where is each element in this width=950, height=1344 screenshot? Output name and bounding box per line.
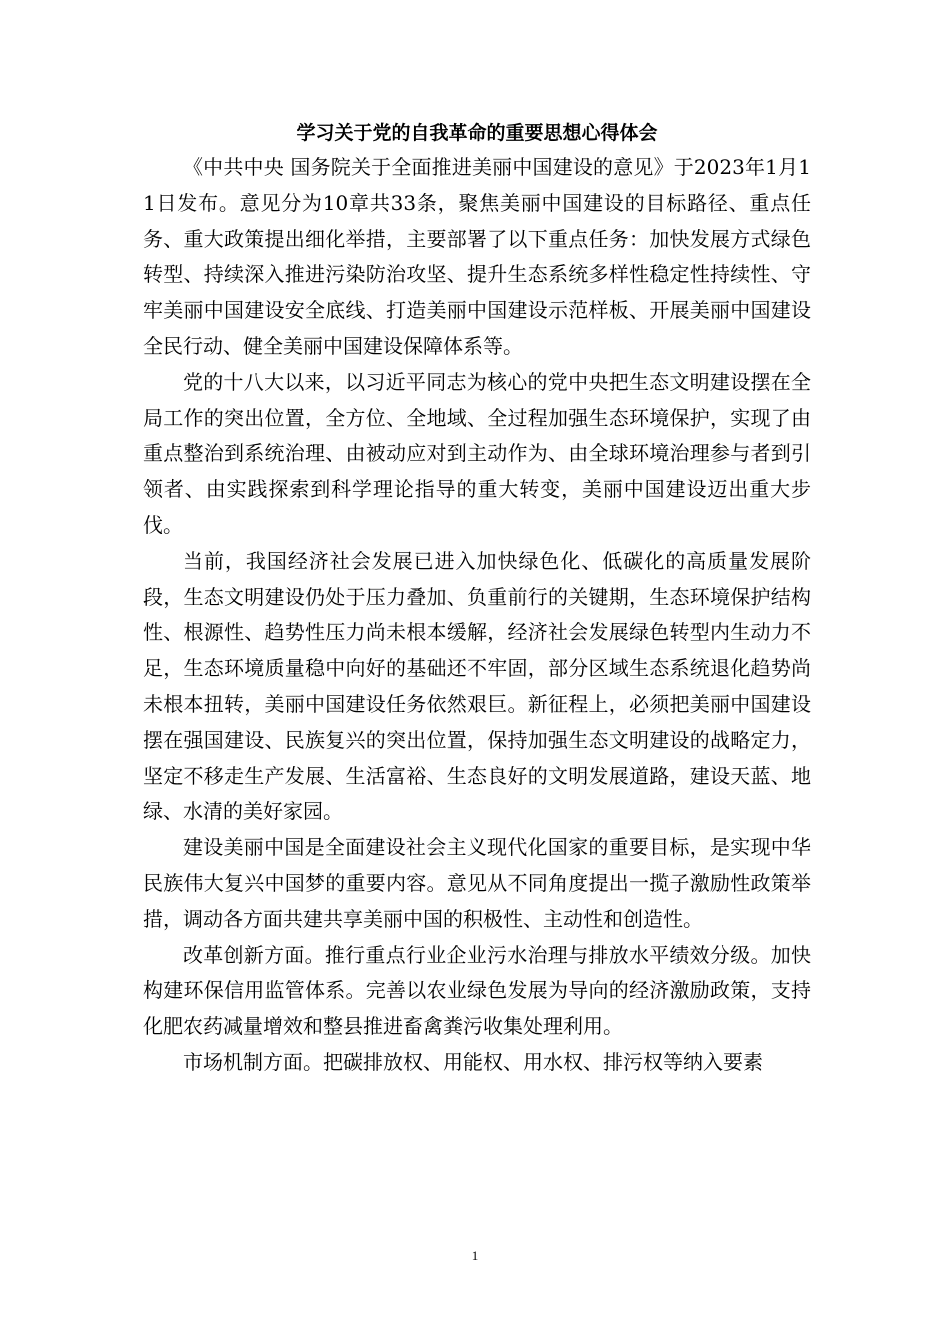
paragraph-6: 市场机制方面。把碳排放权、用能权、用水权、排污权等纳入要素 xyxy=(183,1049,763,1074)
document-title: 学习关于党的自我革命的重要思想心得体会 xyxy=(296,122,658,144)
paragraph-1: 《中共中央 国务院关于全面推进美丽中国建设的意见》于2023年1月11日发布。意见分为10章共33条，聚焦美丽中国建设的目标路径、重点任务、重大政策提出细化举措，主要部署了以下重点任务：加快发展方式绿色转型、持续深入推进污染防治攻坚、提升生态系统多样性稳定性持续性、守牢美丽中国建设安全底线、打造美丽中国建设示范样板、开展美丽中国建设全民行动、健全美丽中国建设保障体系等。 xyxy=(143,155,811,358)
paragraph-4: 建设美丽中国是全面建设社会主义现代化国家的重要目标，是实现中华民族伟大复兴中国梦的重要内容。意见从不同角度提出一揽子激励性政策举措，调动各方面共建共享美丽中国的积极性、主动性和创造性。 xyxy=(143,835,811,931)
paragraph-2: 党的十八大以来，以习近平同志为核心的党中央把生态文明建设摆在全局工作的突出位置，全方位、全地域、全过程加强生态环境保护，实现了由重点整治到系统治理、由被动应对到主动作为、由全球环境治理参与者到引领者、由实践探索到科学理论指导的重大转变，美丽中国建设迈出重大步伐。 xyxy=(143,369,811,537)
document-body xyxy=(143,116,811,1081)
paragraph-3: 当前，我国经济社会发展已进入加快绿色化、低碳化的高质量发展阶段，生态文明建设仍处于压力叠加、负重前行的关键期，生态环境保护结构性、根源性、趋势性压力尚未根本缓解，经济社会发展绿色转型内生动力不足，生态环境质量稳中向好的基础还不牢固，部分区域生态系统退化趋势尚未根本扭转，美丽中国建设任务依然艰巨。新征程上，必须把美丽中国建设摆在强国建设、民族复兴的突出位置，保持加强生态文明建设的战略定力，坚定不移走生产发展、生活富裕、生态良好的文明发展道路，建设天蓝、地绿、水清的美好家园。 xyxy=(143,548,811,824)
paragraph-5: 改革创新方面。推行重点行业企业污水治理与排放水平绩效分级。加快构建环保信用监管体系。完善以农业绿色发展为导向的经济激励政策，支持化肥农药减量增效和整县推进畜禽粪污收集处理利用。 xyxy=(143,942,811,1039)
page-number: 1 xyxy=(471,1248,479,1263)
